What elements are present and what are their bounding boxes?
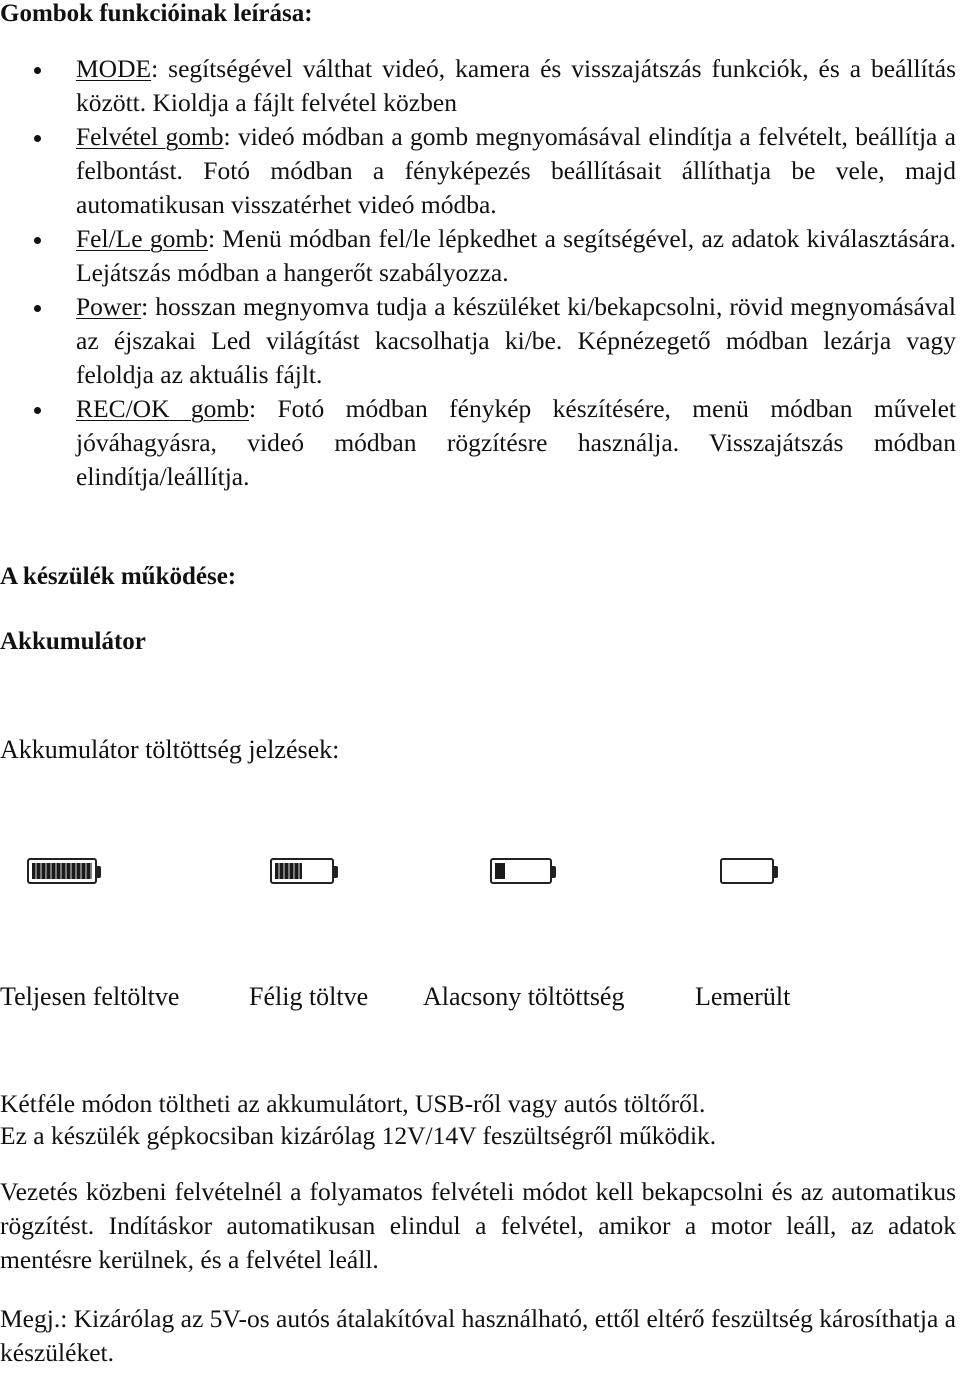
label-full: Teljesen feltöltve (0, 982, 180, 1011)
term-updown: Fel/Le gomb (76, 224, 208, 253)
subsection-title: Akkumulátor (0, 628, 146, 655)
paragraph-recording: Vezetés közbeni felvételnél a folyamatos felvételi módot kell bekapcsolni és az automatikus rögzítést. Indításkor automatikusan elindul a felvétel, amikor a motor leáll, az adatok mentésre kerülnek, és a felvétel leáll. (0, 1177, 956, 1274)
section-title: A készülék működése: (0, 563, 237, 590)
desc-power: : hosszan megnyomva tudja a készüléket ki/bekapcsolni, rövid megnyomásával az éjszakai Led világítást kacsolhatja ki/be. Képnézegető módban lezárja vagy feloldja az aktuális fájlt. (76, 292, 956, 389)
list-item-record (0, 120, 956, 222)
desc-mode: : segítségével válthat videó, kamera és visszajátszás funkciók, és a beállítás között. Kioldja a fájlt felvétel közben (76, 54, 956, 117)
list-item-updown (0, 222, 956, 290)
page-title: Gombok funkcióinak leírása: (0, 0, 313, 27)
battery-fill (275, 863, 302, 879)
label-empty: Lemerült (695, 982, 791, 1011)
button-function-list (0, 52, 956, 494)
label-low: Alacsony töltöttség (423, 982, 625, 1011)
desc-record: : videó módban a gomb megnyomásával elindítja a felvételt, beállítja a felbontást. Fotó módban a fényképezés beállításait állíthatja be vele, majd automatikusan visszatérhet videó módba. (76, 122, 956, 219)
battery-indicators (0, 858, 960, 898)
paragraph-charging: Kétféle módon töltheti az akkumulátort, USB-ről vagy autós töltőről. (0, 1089, 706, 1118)
term-record: Felvétel gomb (76, 122, 224, 151)
paragraph-note: Megj.: Kizárólag az 5V-os autós átalakítóval használható, ettől eltérő feszültség károsíthatja a készüléket. (0, 1304, 956, 1367)
desc-recok: : Fotó módban fénykép készítésére, menü módban művelet jóváhagyásra, videó módban rögzítésre használja. Visszajátszás módban elindítja/leállítja. (76, 394, 956, 491)
list-item-power (0, 290, 956, 392)
term-mode: MODE (76, 54, 152, 83)
list-item-recok (0, 392, 956, 494)
label-half: Félig töltve (249, 982, 369, 1011)
desc-updown: : Menü módban fel/le lépkedhet a segítségével, az adatok kiválasztására. Lejátszás módban a hangerőt szabályozza. (76, 224, 956, 287)
indicator-title: Akkumulátor töltöttség jelzések: (0, 735, 340, 764)
term-power: Power (76, 292, 142, 321)
battery-fill (495, 863, 505, 879)
term-recok: REC/OK gomb (76, 394, 249, 423)
battery-fill (32, 863, 92, 879)
paragraph-voltage: Ez a készülék gépkocsiban kizárólag 12V/14V feszültségről működik. (0, 1121, 717, 1150)
list-item-mode (0, 52, 956, 120)
